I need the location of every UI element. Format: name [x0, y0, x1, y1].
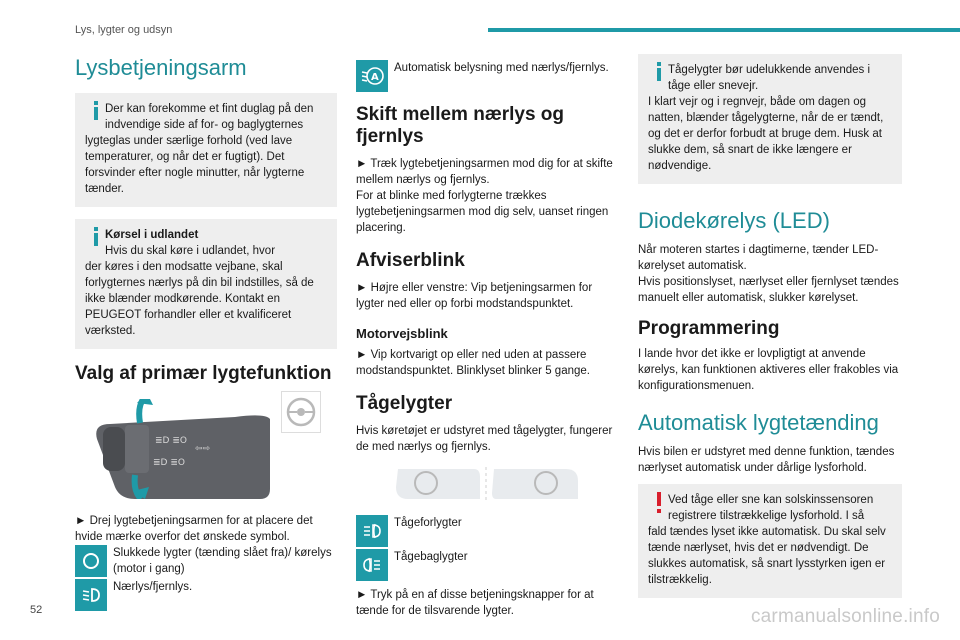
note-text: I klart vejr og i regnvejr, både om dagen og natten, blænder tågelygterne, når de er tændt, og det er derfor forbudt at bruge dem. Husk at slukke dem, så snart de ikke længere er nødvendige.	[648, 96, 884, 172]
icon-item-lights-off	[75, 545, 337, 579]
front-fog-icon	[356, 515, 388, 547]
icon-item-front-fog	[356, 515, 618, 549]
note-title: Kørsel i udlandet	[105, 229, 199, 241]
info-note-condensation	[75, 93, 337, 207]
section-title-auto-lighting: Automatisk lygtetænding	[638, 410, 879, 435]
section-title-primary-light: Valg af primær lygtefunktion	[75, 363, 332, 384]
led-text-2: Hvis positionslyset, nærlyset eller fjernlyset tændes manuelt eller automatisk, slukker kørelyset.	[638, 276, 899, 304]
section-title-switch-beam: Skift mellem nærlys og fjernlys	[356, 104, 565, 147]
rear-fog-icon	[356, 549, 388, 581]
indicators-text: ► Højre eller venstre: Vip betjeningsarmen for lygter ned eller op forbi modstandspunktet.	[356, 282, 593, 310]
icon-item-rear-fog	[356, 549, 618, 583]
section-title-programming: Programmering	[638, 318, 780, 339]
column-right	[638, 50, 902, 598]
info-icon	[650, 62, 668, 82]
icon-item-label: Tågebaglygter	[394, 551, 468, 563]
column-left	[75, 50, 337, 613]
section-title-fog: Tågelygter	[356, 393, 453, 414]
fog-text: Hvis køretøjet er udstyret med tågelygter, fungerer de med nærlys og fjernlys.	[356, 425, 613, 453]
info-note-abroad	[75, 219, 337, 349]
steering-wheel-illustrations	[356, 465, 618, 505]
motorway-text: ► Vip kortvarigt op eller ned uden at passere modstandspunktet. Blinklyset blinker 5 gange.	[356, 349, 590, 377]
watermark: carmanualsonline.info	[750, 606, 940, 627]
svg-text:≣D ≣O: ≣D ≣O	[155, 436, 187, 446]
auto-light-icon	[356, 60, 388, 92]
info-note-fog	[638, 54, 902, 184]
page-number: 52	[30, 604, 43, 616]
note-first-line: Ved tåge eller sne kan solskinssensoren registrere tilstrækkelige lysforhold. I så	[668, 494, 874, 522]
note-text: lygteglas under særlige forhold (ved lave temperaturer, og når det er fugtigt). Det forsvinder efter nogle minutter, når lygterne tænder.	[85, 135, 305, 195]
switch-beam-text: For at blinke med forlygterne trækkes lygtebetjeningsarmen mod dig selv, uanset ringen placering.	[356, 190, 609, 234]
note-first-line: Der kan forekomme et fint duglag på den indvendige side af for- og baglygternes	[105, 103, 314, 131]
fog-instruction: ► Tryk på en af disse betjeningsknapper for at tænde for de tilsvarende lygter.	[356, 589, 594, 617]
section-title-lysbetjeningsarm: Lysbetjeningsarm	[75, 55, 247, 80]
instruction-turn-stalk: ► Drej lygtebetjeningsarmen for at placere det hvide mærke overfor det ønskede symbol.	[75, 515, 313, 543]
warning-icon	[650, 492, 668, 514]
note-first-line: Hvis du skal køre i udlandet, hvor	[105, 245, 276, 257]
steering-wheel-icon	[356, 465, 618, 505]
led-text-1: Når moteren startes i dagtimerne, tænder LED-kørelyset automatisk.	[638, 244, 879, 272]
icon-item-low-beam	[75, 579, 337, 613]
note-text: der køres i den modsatte vejbane, skal forlygternes nærlys på din bil indstilles, så de ikke blænder modkørende. Kontakt en PEUGEOT forhandler eller et kvalificeret værksted.	[85, 261, 314, 337]
svg-text:⇦⇨: ⇦⇨	[195, 444, 211, 454]
info-icon	[87, 101, 105, 121]
column-middle	[356, 50, 618, 619]
note-text: fald tændes lyset ikke automatisk. Du skal selv tænde nærlyset, hvis det er nødvendigt. De slukkes automatisk, så snart lysstyrken igen er tilstrækkelig.	[648, 526, 886, 586]
section-title-led: Diodekørelys (LED)	[638, 208, 830, 233]
info-icon	[87, 227, 105, 247]
auto-lighting-text: Hvis bilen er udstyret med denne funktion, tændes nærlyset automatisk under dårlige lysforhold.	[638, 446, 895, 474]
icon-item-auto-light	[356, 60, 618, 94]
svg-text:A: A	[371, 72, 379, 83]
icon-item-label: Nærlys/fjernlys.	[113, 581, 193, 593]
running-header: Lys, lygter og udsyn	[75, 24, 173, 36]
low-beam-icon	[75, 579, 107, 611]
warning-note-sensor	[638, 484, 902, 598]
icon-item-label: Automatisk belysning med nærlys/fjernlys.	[394, 62, 609, 74]
steering-wheel-icon	[281, 391, 321, 433]
switch-beam-instruction: ► Træk lygtebetjeningsarmen mod dig for at skifte mellem nærlys og fjernlys.	[356, 158, 613, 186]
section-title-motorway: Motorvejsblink	[356, 326, 448, 341]
light-stalk-illustration	[75, 399, 337, 499]
note-first-line: Tågelygter bør udelukkende anvendes i tåge eller snevejr.	[668, 64, 871, 92]
svg-text:≣D ≣O: ≣D ≣O	[153, 458, 185, 468]
icon-item-label: Tågeforlygter	[394, 517, 462, 529]
circle-off-icon	[75, 545, 107, 577]
programming-text: I lande hvor det ikke er lovpligtigt at anvende kørelys, kan funktionen aktiveres eller frakobles via konfigurationsmenuen.	[638, 348, 899, 392]
icon-item-label: Slukkede lygter (tænding slået fra)/ kørelys (motor i gang)	[113, 547, 332, 575]
header-accent-bar	[488, 28, 960, 32]
section-title-indicators: Afviserblink	[356, 250, 465, 271]
